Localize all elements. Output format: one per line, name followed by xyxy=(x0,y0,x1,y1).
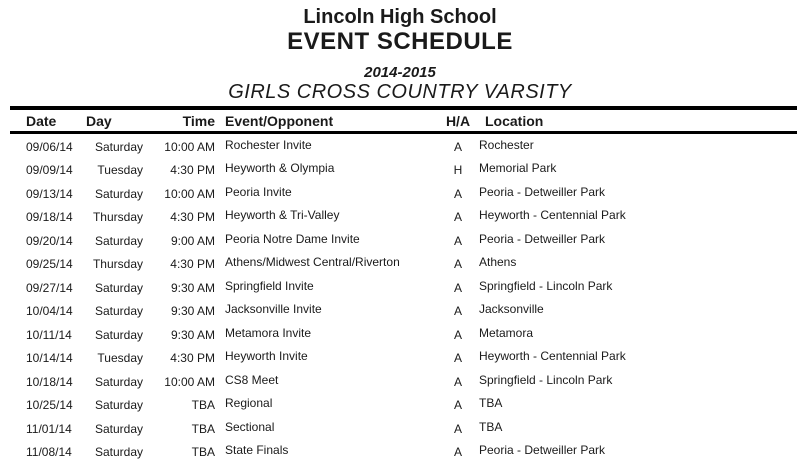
cell-home-away: A xyxy=(453,257,462,272)
schedule-rows xyxy=(0,135,800,464)
table-row xyxy=(0,135,800,159)
cell-home-away: A xyxy=(453,304,462,319)
cell-home-away: A xyxy=(453,210,462,225)
cell-location: Memorial Park xyxy=(479,161,557,176)
column-header-location: Location xyxy=(485,112,544,129)
cell-location: Peoria - Detweiller Park xyxy=(479,184,606,199)
cell-event-opponent: Jacksonville Invite xyxy=(225,302,322,317)
cell-day: Saturday xyxy=(94,398,143,413)
cell-location: Rochester xyxy=(479,137,534,152)
cell-home-away: A xyxy=(453,327,462,342)
cell-time: 4:30 PM xyxy=(170,351,215,366)
table-row xyxy=(0,370,800,394)
table-row xyxy=(0,441,800,465)
team-title: GIRLS CROSS COUNTRY VARSITY xyxy=(228,81,572,103)
cell-date: 09/09/14 xyxy=(26,163,73,178)
cell-home-away: A xyxy=(453,374,462,389)
cell-location: Peoria - Detweiller Park xyxy=(479,443,606,458)
cell-location: Heyworth - Centennial Park xyxy=(479,208,626,223)
cell-home-away: A xyxy=(453,233,462,248)
table-row xyxy=(0,417,800,441)
cell-location: Athens xyxy=(479,255,517,270)
cell-date: 10/04/14 xyxy=(26,304,73,319)
cell-day: Saturday xyxy=(94,327,143,342)
cell-event-opponent: Heyworth & Tri-Valley xyxy=(225,208,340,223)
cell-time: 4:30 PM xyxy=(170,210,215,225)
cell-day: Saturday xyxy=(94,445,143,460)
cell-day: Saturday xyxy=(94,139,143,154)
cell-time: 9:30 AM xyxy=(170,280,215,295)
cell-home-away: A xyxy=(453,445,462,460)
cell-day: Saturday xyxy=(94,304,143,319)
cell-home-away: A xyxy=(453,351,462,366)
cell-date: 10/25/14 xyxy=(26,398,73,413)
cell-day: Saturday xyxy=(94,421,143,436)
document-title: EVENT SCHEDULE xyxy=(287,28,513,55)
cell-time: TBA xyxy=(191,445,215,460)
cell-time: TBA xyxy=(191,421,215,436)
cell-home-away: A xyxy=(453,280,462,295)
cell-date: 10/18/14 xyxy=(26,374,73,389)
cell-time: TBA xyxy=(191,398,215,413)
column-header-home-away: H/A xyxy=(445,112,471,129)
cell-date: 10/11/14 xyxy=(26,327,72,342)
cell-date: 09/18/14 xyxy=(26,210,73,225)
cell-location: TBA xyxy=(479,396,503,411)
cell-date: 11/08/14 xyxy=(26,445,72,460)
cell-time: 10:00 AM xyxy=(164,186,215,201)
cell-event-opponent: Springfield Invite xyxy=(225,278,314,293)
cell-date: 09/25/14 xyxy=(26,257,73,272)
table-row xyxy=(0,347,800,371)
table-row xyxy=(0,276,800,300)
table-header xyxy=(0,110,800,131)
cell-day: Thursday xyxy=(92,257,143,272)
column-header-time: Time xyxy=(182,112,215,129)
cell-location: Metamora xyxy=(479,325,534,340)
cell-time: 9:30 AM xyxy=(170,304,215,319)
cell-day: Tuesday xyxy=(97,351,143,366)
cell-event-opponent: Athens/Midwest Central/Riverton xyxy=(225,255,400,270)
school-name: Lincoln High School xyxy=(303,6,497,28)
header-rule-bottom xyxy=(10,131,797,134)
cell-home-away: A xyxy=(453,398,462,413)
cell-location: Peoria - Detweiller Park xyxy=(479,231,606,246)
cell-time: 9:30 AM xyxy=(170,327,215,342)
cell-event-opponent: Peoria Invite xyxy=(225,184,292,199)
column-header-date: Date xyxy=(26,112,57,129)
cell-time: 4:30 PM xyxy=(170,257,215,272)
table-row xyxy=(0,394,800,418)
cell-event-opponent: State Finals xyxy=(225,443,289,458)
cell-day: Saturday xyxy=(94,233,143,248)
cell-time: 4:30 PM xyxy=(170,163,215,178)
cell-event-opponent: Peoria Notre Dame Invite xyxy=(225,231,360,246)
cell-location: TBA xyxy=(479,419,503,434)
cell-date: 10/14/14 xyxy=(26,351,73,366)
cell-day: Saturday xyxy=(94,280,143,295)
table-row xyxy=(0,253,800,277)
cell-event-opponent: Heyworth Invite xyxy=(225,349,308,364)
cell-home-away: A xyxy=(453,186,462,201)
cell-event-opponent: Regional xyxy=(225,396,273,411)
table-row xyxy=(0,159,800,183)
cell-date: 09/27/14 xyxy=(26,280,73,295)
cell-location: Jacksonville xyxy=(479,302,544,317)
column-header-day: Day xyxy=(86,112,112,129)
cell-event-opponent: Heyworth & Olympia xyxy=(225,161,335,176)
cell-event-opponent: Metamora Invite xyxy=(225,325,312,340)
season-years: 2014-2015 xyxy=(364,64,436,81)
cell-date: 09/13/14 xyxy=(26,186,73,201)
table-row xyxy=(0,323,800,347)
cell-event-opponent: Rochester Invite xyxy=(225,137,312,152)
cell-day: Saturday xyxy=(94,186,143,201)
table-row xyxy=(0,182,800,206)
table-row xyxy=(0,229,800,253)
cell-date: 11/01/14 xyxy=(26,421,72,436)
cell-day: Saturday xyxy=(94,374,143,389)
cell-day: Tuesday xyxy=(97,163,143,178)
cell-home-away: A xyxy=(453,139,462,154)
cell-time: 10:00 AM xyxy=(164,374,215,389)
cell-day: Thursday xyxy=(92,210,143,225)
table-row xyxy=(0,300,800,324)
column-header-event-opponent: Event/Opponent xyxy=(225,112,334,129)
cell-home-away: H xyxy=(453,163,463,178)
cell-location: Heyworth - Centennial Park xyxy=(479,349,626,364)
cell-event-opponent: CS8 Meet xyxy=(225,372,279,387)
cell-time: 10:00 AM xyxy=(164,139,215,154)
cell-location: Springfield - Lincoln Park xyxy=(479,372,613,387)
cell-event-opponent: Sectional xyxy=(225,419,275,434)
cell-location: Springfield - Lincoln Park xyxy=(479,278,613,293)
cell-time: 9:00 AM xyxy=(170,233,215,248)
table-row xyxy=(0,206,800,230)
cell-date: 09/06/14 xyxy=(26,139,73,154)
cell-home-away: A xyxy=(453,421,462,436)
cell-date: 09/20/14 xyxy=(26,233,73,248)
